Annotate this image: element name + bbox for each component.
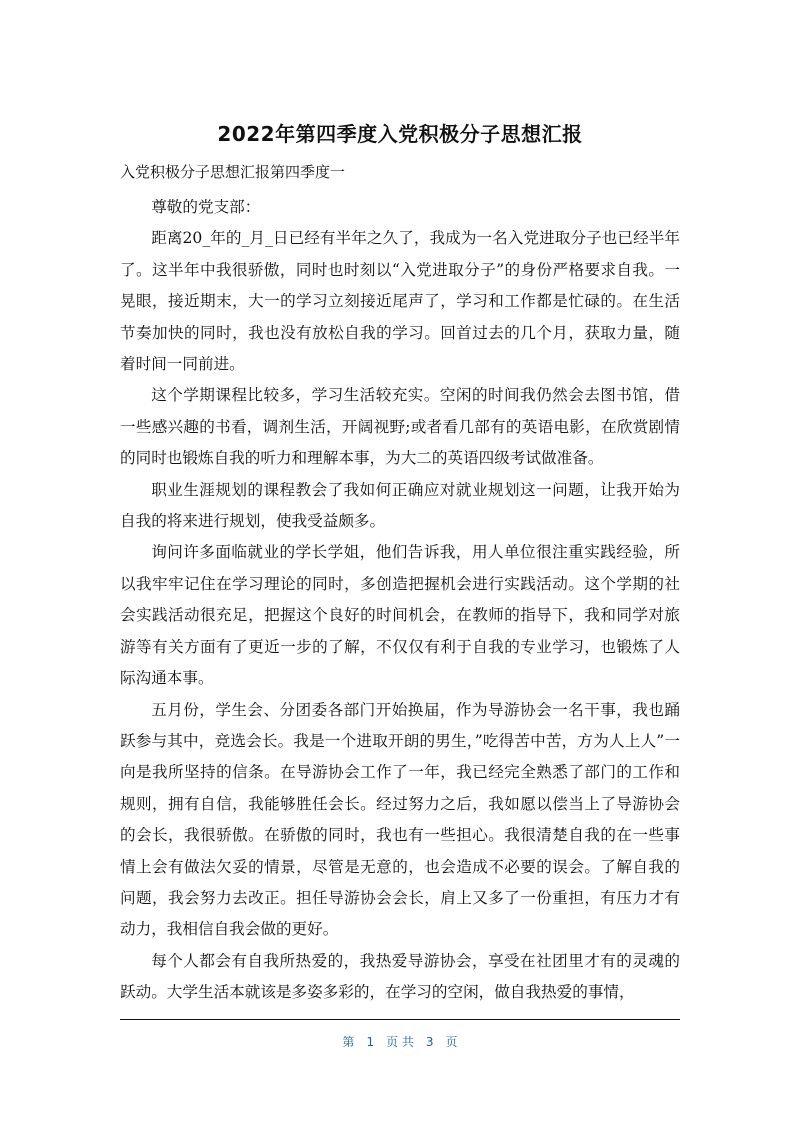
total-pages-number: 3 <box>425 1035 434 1049</box>
footer-divider <box>120 1019 680 1020</box>
paragraph: 五月份，学生会、分团委各部门开始换届，作为导游协会一名干事，我也踊跃参与其中，竞选会长。我是一个进取开朗的男生，”吃得苦中苦，方为人上人”一向是我所坚持的信条。在导游协会工作了一年，我已经完全熟悉了部门的工作和规则，拥有自信，我能够胜任会长。经过努力之后，我如愿以偿当上了导游协会的会长，我很骄傲。在骄傲的同时，我也有一些担心。我很清楚自我的在一些事情上会有做法欠妥的情景，尽管是无意的，也会造成不必要的误会。了解自我的问题，我会努力去改正。担任导游协会会长，肩上又多了一份重担，有压力才有动力，我相信自我会做的更好。 <box>120 700 680 939</box>
paragraph: 询问许多面临就业的学长学姐，他们告诉我，用人单位很注重实践经验，所以我牢牢记住在学习理论的同时，多创造把握机会进行实践活动。这个学期的社会实践活动很充足，把握这个良好的时间机会，在教师的指导下，我和同学对旅游等有关方面有了更近一步的了解，不仅仅有利于自我的专业学习，也锻炼了人际沟通本事。 <box>120 543 680 688</box>
paragraph: 距离20_年的_月_日已经有半年之久了，我成为一名入党进取分子也已经半年了。这半年中我很骄傲，同时也时刻以“入党进取分子”的身份严格要求自我。一晃眼，接近期末，大一的学习立刻接近尾声了，学习和工作都是忙碌的。在生活节奏加快的同时，我也没有放松自我的学习。回首过去的几个月，获取力量，随着时间一同前进。 <box>120 229 680 374</box>
salutation: 尊敬的党支部： <box>151 198 261 216</box>
page-footer <box>0 1033 800 1050</box>
paragraph: 职业生涯规划的课程教会了我如何正确应对就业规划这一问题，让我开始为自我的将来进行规划，使我受益颇多。 <box>120 480 680 531</box>
document-subtitle: 入党积极分子思想汇报第四季度一 <box>120 163 346 181</box>
document-title: 2022年第四季度入党积极分子思想汇报 <box>217 122 583 146</box>
current-page-number: 1 <box>366 1035 375 1049</box>
paragraph: 这个学期课程比较多，学习生活较充实。空闲的时间我仍然会去图书馆，借一些感兴趣的书看，调剂生活，开阔视野;或者看几部有的英语电影，在欣赏剧情的同时也锻炼自我的听力和理解本事，为大二的英语四级考试做准备。 <box>120 386 680 468</box>
footer-middle: 页 共 <box>386 1035 414 1049</box>
paragraph: 每个人都会有自我所热爱的，我热爱导游协会，享受在社团里才有的灵魂的跃动。大学生活本就该是多姿多彩的，在学习的空闲，做自我热爱的事情， <box>120 951 680 1002</box>
footer-suffix: 页 <box>445 1035 458 1049</box>
footer-prefix: 第 <box>342 1035 355 1049</box>
document-body <box>120 192 680 1009</box>
